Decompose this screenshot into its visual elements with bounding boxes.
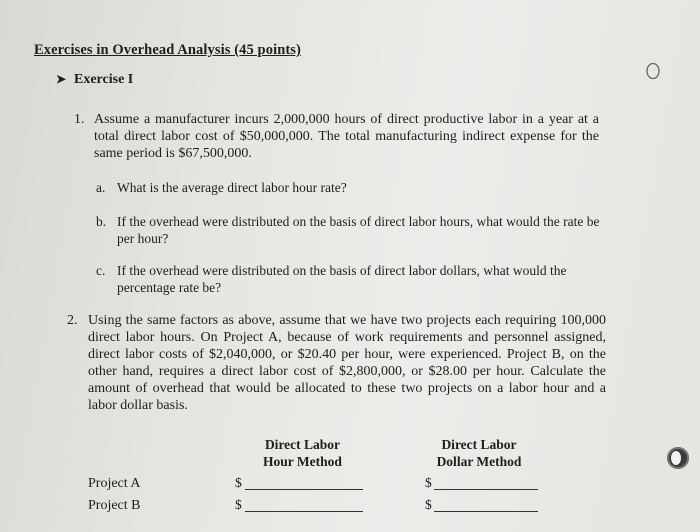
arrow-bullet-icon: ➤ — [56, 72, 67, 86]
subquestion-number: c. — [96, 263, 106, 278]
radio-button-icon[interactable] — [667, 447, 689, 469]
subquestion-text: If the overhead were distributed on the basis of direct labor hours, what would the rate be per hour? — [117, 214, 600, 246]
exercise-heading — [56, 72, 133, 88]
question-number: 2. — [67, 313, 78, 328]
question-text: Assume a manufacturer incurs 2,000,000 hours of direct productive labor in a year at a total direct labor cost of $50,000,000. The total manufacturing indirect expense for the same period is $67,500,000. — [94, 112, 599, 161]
question-text: Using the same factors as above, assume that we have two projects each requiring 100,000 direct labor hours. On Project A, because of work requirements and personnel assigned, direct labor costs of $2,040,000, or $20.40 per hour, were experienced. Project B, on the other hand, requires a direct labor cost of $2,800,000, or $28.00 per hour. Calculate the amount of overhead that would be allocated to these two projects on a labor hour and a labor dollar basis. — [88, 313, 606, 413]
answer-blank-a-dollar[interactable] — [434, 489, 538, 490]
answer-blank-a-hour[interactable] — [245, 489, 363, 490]
question-number: 1. — [74, 112, 85, 127]
subquestion-number: b. — [96, 214, 107, 229]
row-label-project-b: Project B — [88, 498, 141, 513]
question-1 — [74, 111, 599, 163]
subquestion-text: What is the average direct labor hour rate? — [117, 180, 347, 195]
dollar-sign: $ — [235, 497, 242, 512]
dollar-sign: $ — [425, 497, 432, 512]
row-label-project-a: Project A — [88, 476, 141, 491]
answer-blank-b-hour[interactable] — [245, 511, 363, 512]
question-2 — [67, 312, 607, 422]
page-title: Exercises in Overhead Analysis (45 points) — [34, 42, 301, 58]
subquestion-number: a. — [96, 180, 106, 195]
column-header-dollar-method: Direct Labor Dollar Method — [436, 437, 522, 469]
answer-blank-b-dollar[interactable] — [434, 511, 538, 512]
dollar-sign: $ — [235, 475, 242, 490]
subquestion-text: If the overhead were distributed on the basis of direct labor dollars, what would the percentage rate be? — [117, 263, 567, 295]
exercise-label: Exercise I — [74, 72, 134, 87]
dollar-sign: $ — [425, 475, 432, 490]
column-header-hour-method: Direct Labor Hour Method — [263, 437, 342, 469]
circle-icon — [645, 62, 661, 80]
